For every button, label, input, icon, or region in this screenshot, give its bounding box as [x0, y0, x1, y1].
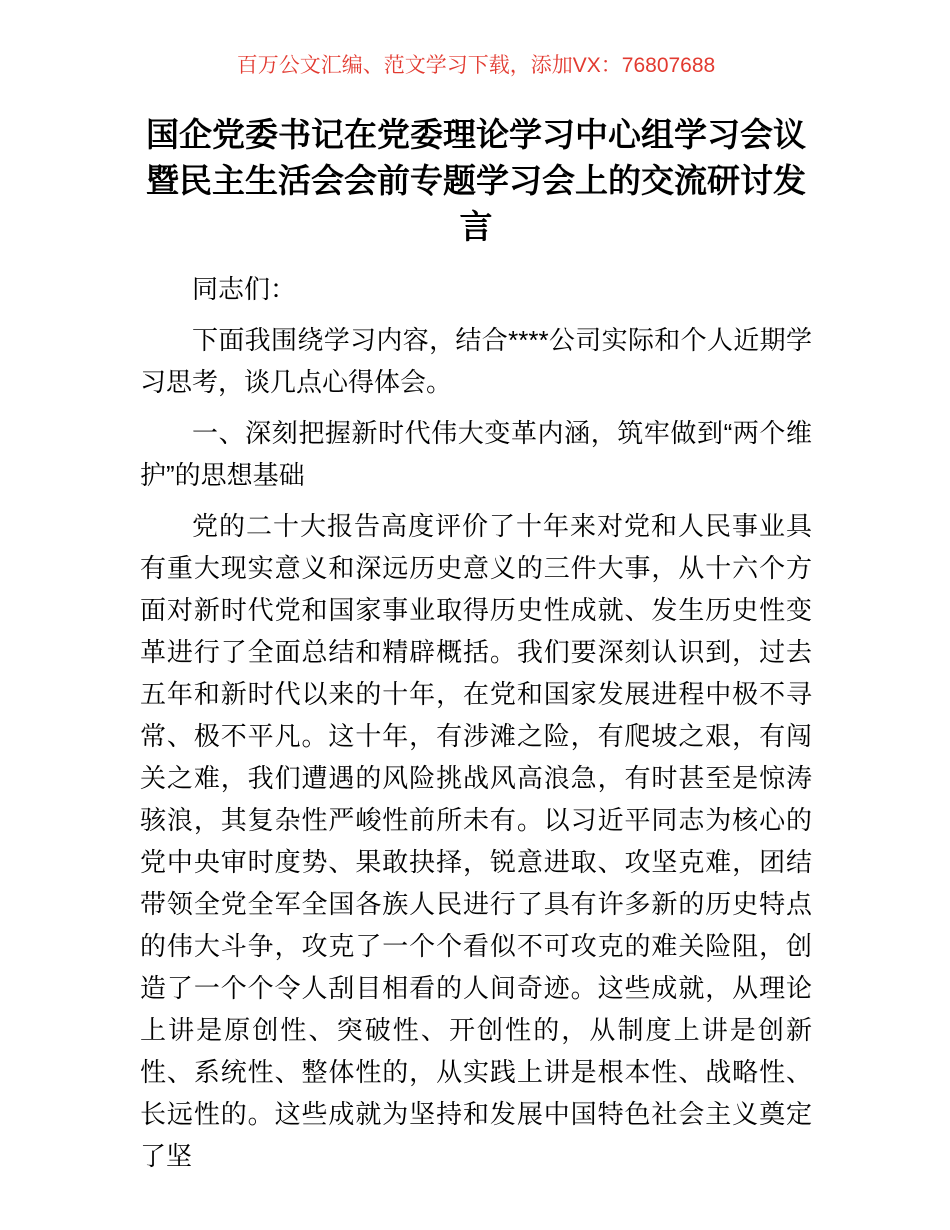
paragraph-intro: 下面我围绕学习内容，结合****公司实际和个人近期学习思考，谈几点心得体会。 [140, 325, 812, 397]
document-title: 国企党委书记在党委理论学习中心组学习会议暨民主生活会会前专题学习会上的交流研讨发言 [146, 116, 806, 245]
paragraph-body-one: 党的二十大报告高度评价了十年来对党和人民事业具有重大现实意义和深远历史意义的三件大事，从十六个方面对新时代党和国家事业取得历史性成就、发生历史性变革进行了全面总结和精辟概括。我们要深刻认识到，过去五年和新时代以来的十年，在党和国家发展进程中极不寻常、极不平凡。这十年，有涉滩之险，有爬坡之艰，有闯关之难，我们遭遇的风险挑战风高浪急，有时甚至是惊涛骇浪，其复杂性严峻性前所未有。以习近平同志为核心的党中央审时度势、果敢抉择，锐意进取、攻坚克难，团结带领全党全军全国各族人民进行了具有许多新的历史特点的伟大斗争，攻克了一个个看似不可攻克的难关险阻，创造了一个个令人刮目相看的人间奇迹。这些成就，从理论上讲是原创性、突破性、开创性的，从制度上讲是创新性、系统性、整体性的，从实践上讲是根本性、战略性、长远性的。这些成就为坚持和发展中国特色社会主义奠定了坚 [140, 511, 812, 1171]
section-heading-one: 一、深刻把握新时代伟大变革内涵，筑牢做到“两个维护”的思想基础 [140, 418, 812, 490]
paragraph-salutation: 同志们： [192, 274, 297, 304]
watermark-notice: 百万公文汇编、范文学习下载，添加VX：76807688 [236, 54, 716, 77]
